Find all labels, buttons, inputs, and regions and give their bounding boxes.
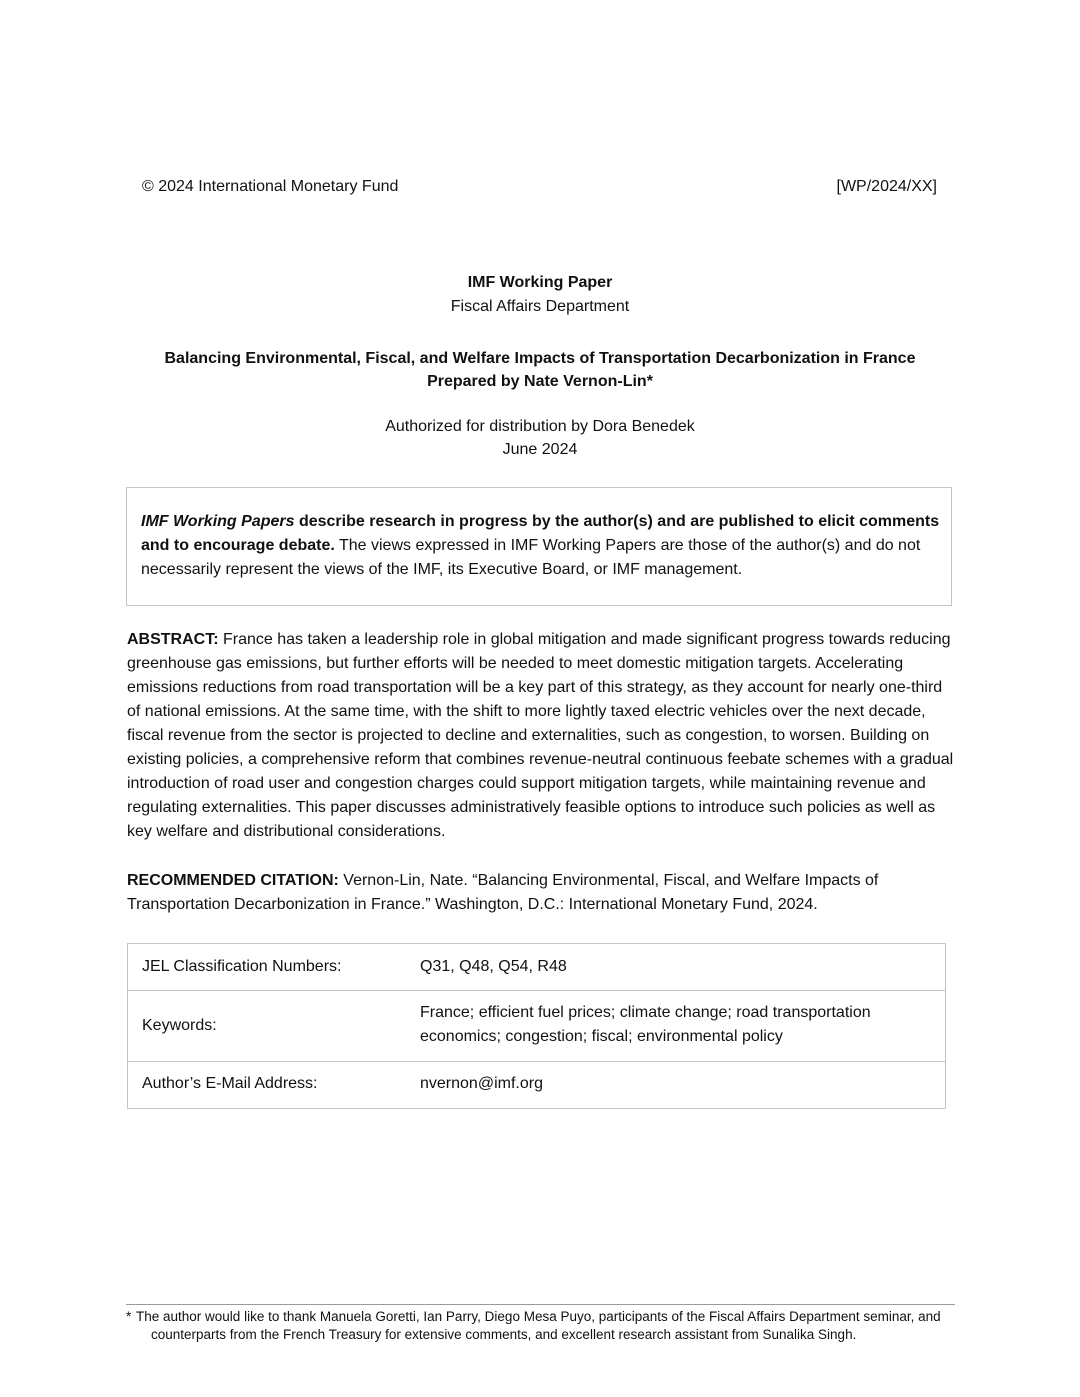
email-value[interactable]: nvernon@imf.org <box>420 1075 543 1092</box>
prepared-by: Prepared by Nate Vernon-Lin* <box>427 373 653 390</box>
table-row <box>128 991 945 1062</box>
paper-title: Balancing Environmental, Fiscal, and Welfare Impacts of Transportation Decarbonization in France <box>164 350 916 367</box>
series-title: IMF Working Paper <box>467 274 613 291</box>
abstract-label: ABSTRACT: <box>127 631 219 648</box>
disclaimer-body: The views expressed in IMF Working Papers are those of the author(s) and do not necessarily represent the views of the IMF, its Executive Board, or IMF management. <box>141 537 921 578</box>
metadata-table <box>127 943 946 1109</box>
jel-value: Q31, Q48, Q54, R48 <box>420 958 567 975</box>
disclaimer-lead: describe research in progress by the author(s) and are published to elicit comments and to encourage debate. <box>141 513 940 554</box>
footnote-divider <box>126 1304 955 1305</box>
keywords-value: France; efficient fuel prices; climate change; road transportation economics; congestion; fiscal; environmental policy <box>420 1004 871 1045</box>
citation-text: Vernon-Lin, Nate. “Balancing Environmental, Fiscal, and Welfare Impacts of Transportation Decarbonization in France.” Washington, D.C.: International Monetary Fund, 2024. <box>127 872 879 913</box>
abstract-text: France has taken a leadership role in global mitigation and made significant progress towards reducing greenhouse gas emissions, but further efforts will be needed to meet domestic mitigation targets. Accelerating emissions reductions from road transportation will be a key part of this strategy, as they account for nearly one-third of national emissions. At the same time, with the shift to more lightly taxed electric vehicles over the next decade, fiscal revenue from the sector is projected to decline and externalities, such as congestion, to worsen. Building on existing policies, a comprehensive reform that combines revenue-neutral continuous feebate schemes with a gradual introduction of road user and congestion charges could support mitigation targets, while maintaining revenue and regulating externalities. This paper discusses administratively feasible options to introduce such policies as well as key welfare and distributional considerations. <box>127 631 954 840</box>
table-row <box>128 1062 945 1108</box>
copyright-notice: © 2024 International Monetary Fund <box>142 178 399 195</box>
recommended-citation <box>127 869 957 917</box>
disclaimer-box <box>126 487 952 606</box>
disclaimer-series-name: IMF Working Papers <box>141 513 295 530</box>
department-name: Fiscal Affairs Department <box>450 298 630 315</box>
citation-label: RECOMMENDED CITATION: <box>127 872 339 889</box>
paper-title-block <box>0 347 1080 393</box>
disclaimer-text <box>141 510 941 582</box>
keywords-label: Keywords: <box>142 1017 217 1034</box>
footnote-text: The author would like to thank Manuela Goretti, Ian Parry, Diego Mesa Puyo, participants of the Fiscal Affairs Department seminar, and counterparts from the French Treasury for extensive comments, and excellent research assistant from Sunalika Singh. <box>136 1309 941 1342</box>
email-label: Author’s E-Mail Address: <box>142 1075 318 1092</box>
paper-number: [WP/2024/XX] <box>836 178 937 195</box>
jel-label: JEL Classification Numbers: <box>142 958 342 975</box>
publication-date: June 2024 <box>502 441 578 458</box>
authorization-block <box>0 415 1080 461</box>
abstract <box>127 628 957 844</box>
table-row <box>128 944 945 991</box>
footnote-marker: * <box>126 1309 132 1324</box>
authorized-by: Authorized for distribution by Dora Benedek <box>385 418 695 435</box>
footnote <box>126 1308 946 1344</box>
